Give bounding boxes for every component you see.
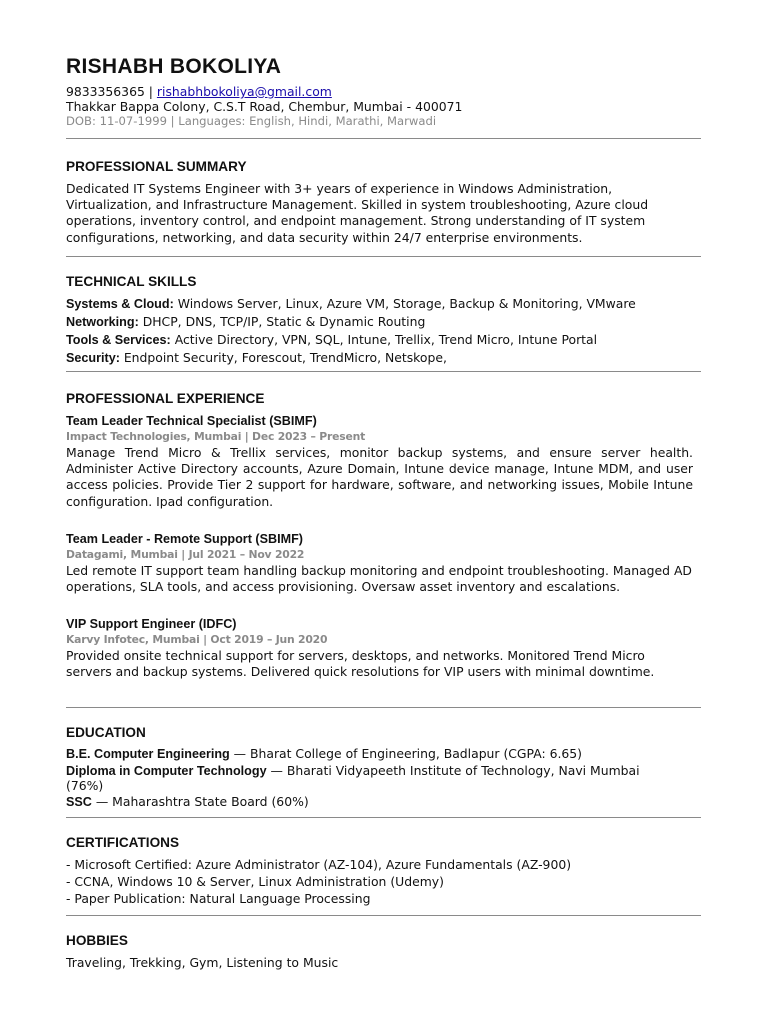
skill-value: Endpoint Security, Forescout, TrendMicro, Netskope, <box>119 350 447 365</box>
skill-row <box>66 313 701 331</box>
divider <box>66 371 701 372</box>
job-entry <box>66 413 693 510</box>
summary-section <box>66 159 701 246</box>
experience-section <box>66 391 701 681</box>
skill-row <box>66 295 701 313</box>
job-entry <box>66 531 693 595</box>
divider <box>66 256 701 257</box>
job-description: Led remote IT support team handling backup monitoring and endpoint troubleshooting. Managed AD operations, SLA tools, and access provisioning. Oversaw asset inventory and escalations. <box>66 562 692 595</box>
certifications-section <box>66 835 701 907</box>
section-title-skills: TECHNICAL SKILLS <box>66 274 197 289</box>
skill-row <box>66 331 701 349</box>
education-item <box>66 746 666 762</box>
education-item <box>66 764 666 793</box>
job-meta: Karvy Infotec, Mumbai | Oct 2019 – Jun 2020 <box>66 633 328 647</box>
skill-label: Security: <box>66 351 120 365</box>
skill-value: DHCP, DNS, TCP/IP, Static & Dynamic Routing <box>138 314 426 329</box>
skill-value: Active Directory, VPN, SQL, Intune, Trellix, Trend Micro, Intune Portal <box>170 332 598 347</box>
education-item <box>66 794 666 810</box>
certification-item: - Microsoft Certified: Azure Administrator (AZ-104), Azure Fundamentals (AZ-900) <box>66 857 572 872</box>
job-description: Manage Trend Micro & Trellix services, monitor backup systems, and ensure server health. Administer Active Directory accounts, Azure Domain, Intune device manage, Intune MDM, and user access policies. Provide Tier 2 support for hardware, software, and networking issues, Mobile Intune configuration. Ipad configuration. <box>66 445 693 509</box>
skill-label: Networking: <box>66 315 139 329</box>
job-description: Provided onsite technical support for servers, desktops, and networks. Monitored Trend Micro servers and backup systems. Delivered quick resolutions for VIP users with minimal downtime. <box>66 648 655 680</box>
job-entry <box>66 616 693 680</box>
divider <box>66 817 701 818</box>
degree: SSC <box>66 795 92 809</box>
section-title-certifications: CERTIFICATIONS <box>66 835 180 850</box>
degree: Diploma in Computer Technology <box>66 764 267 778</box>
divider <box>66 138 701 139</box>
skill-label: Tools & Services: <box>66 333 171 347</box>
job-role: Team Leader Technical Specialist (SBIMF) <box>66 414 317 428</box>
email-link[interactable]: rishabhbokoliya@gmail.com <box>156 84 332 99</box>
certification-item: - CCNA, Windows 10 & Server, Linux Administration (Udemy) <box>66 874 444 889</box>
job-meta: Datagami, Mumbai | Jul 2021 – Nov 2022 <box>66 547 305 561</box>
contact-separator: | <box>144 84 157 99</box>
job-role: VIP Support Engineer (IDFC) <box>66 617 237 632</box>
job-role: Team Leader - Remote Support (SBIMF) <box>66 531 303 546</box>
skills-list <box>66 295 701 367</box>
institution: — Bharati Vidyapeeth Institute of Technology, Navi Mumbai (76%) <box>66 763 640 793</box>
contact-line <box>66 84 701 99</box>
skills-section <box>66 274 701 367</box>
institution: — Bharat College of Engineering, Badlapur (CGPA: 6.65) <box>229 746 583 761</box>
skill-label: Systems & Cloud: <box>66 297 174 311</box>
phone-number: 9833356365 <box>66 84 145 99</box>
certification-item: - Paper Publication: Natural Language Processing <box>66 891 371 906</box>
section-title-experience: PROFESSIONAL EXPERIENCE <box>66 391 265 406</box>
skill-row <box>66 349 701 367</box>
institution: — Maharashtra State Board (60%) <box>91 794 309 809</box>
hobbies-text: Traveling, Trekking, Gym, Listening to Music <box>66 955 339 970</box>
degree: B.E. Computer Engineering <box>66 747 230 761</box>
education-section <box>66 725 701 810</box>
summary-text: Dedicated IT Systems Engineer with 3+ years of experience in Windows Administration, Virtualization, and Infrastructure Management. Skilled in system troubleshooting, Azure cloud operations, inventory control, and endpoint management. Strong understanding of IT system configurations, networking, and data security within 24/7 enterprise environments. <box>66 181 649 245</box>
candidate-name: RISHABH BOKOLIYA <box>66 55 282 78</box>
job-meta: Impact Technologies, Mumbai | Dec 2023 – Present <box>66 430 366 443</box>
divider <box>66 707 701 708</box>
education-list <box>66 746 666 810</box>
section-title-summary: PROFESSIONAL SUMMARY <box>66 159 247 174</box>
certifications-list <box>66 856 701 907</box>
section-title-hobbies: HOBBIES <box>66 933 128 948</box>
hobbies-section <box>66 933 701 971</box>
divider <box>66 915 701 916</box>
skill-value: Windows Server, Linux, Azure VM, Storage, Backup & Monitoring, VMware <box>173 296 636 311</box>
personal-details: DOB: 11-07-1999 | Languages: English, Hindi, Marathi, Marwadi <box>66 114 437 128</box>
section-title-education: EDUCATION <box>66 725 146 740</box>
address: Thakkar Bappa Colony, C.S.T Road, Chembur, Mumbai - 400071 <box>66 99 463 114</box>
resume-header <box>66 55 701 129</box>
